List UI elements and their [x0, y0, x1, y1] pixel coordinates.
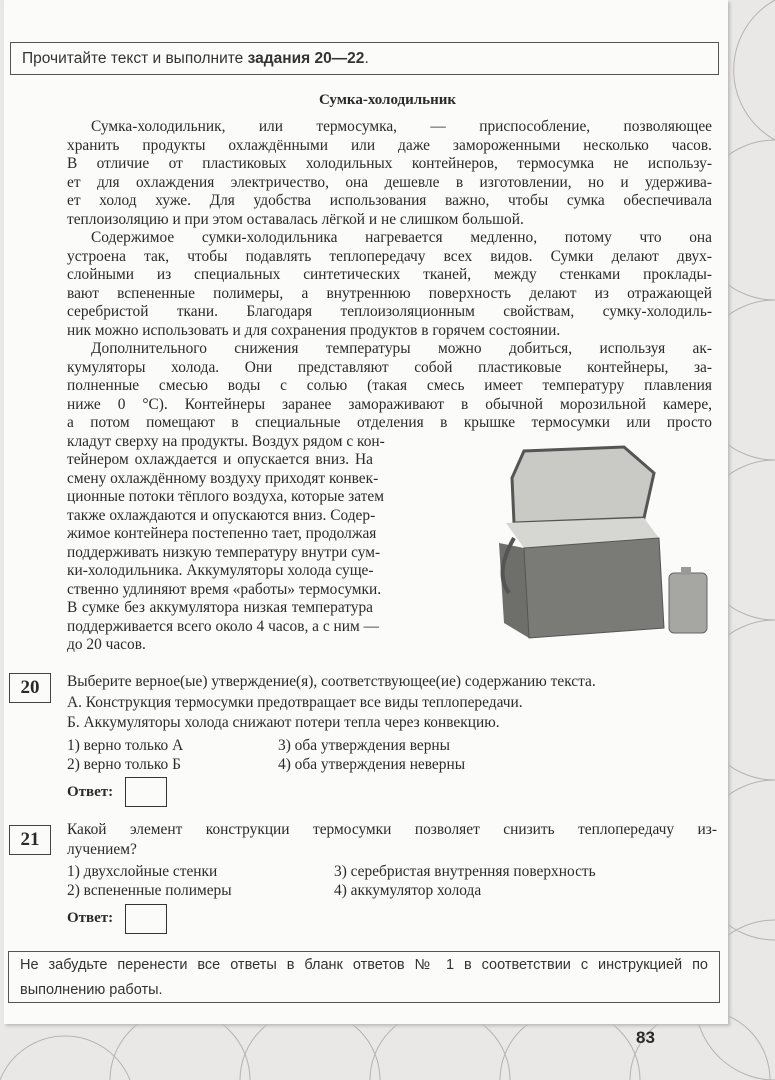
footer-line-1: Не забудьте перенести все ответы в бланк ответов № 1 в соответствии с инструкцией по: [20, 957, 708, 973]
text-line: жимое контейнера постепенно тает, продолжая: [67, 525, 377, 542]
text-line: ниже 0 °С). Контейнеры заранее замораживают в обычной морозильной камере,: [67, 395, 712, 413]
q21-option-3[interactable]: 3) серебристая внутренняя поверхность: [334, 863, 596, 880]
text-line: поддерживать низкую температуру внутри сум-: [67, 543, 381, 561]
footer-line-2: выполнению работы.: [20, 982, 163, 998]
text-line: хранить продукты охлаждёнными или даже замороженными несколько часов.: [67, 136, 712, 154]
q20-option-3[interactable]: 3) оба утверждения верны: [278, 737, 450, 754]
header-bold: задания 20—22: [247, 50, 365, 67]
text-line: смену охлаждённому воздуху приходят конвек-: [67, 469, 379, 487]
q20-option-1[interactable]: 1) верно только А: [67, 737, 184, 754]
text-line: кладут сверху на продукты. Воздух рядом с кон-: [67, 432, 385, 450]
text-line: устроена так, чтобы подавлять теплопередачу всех видов. Сумки делают двух-: [67, 247, 712, 265]
instruction-header: [10, 42, 719, 75]
text-line: В сумке без аккумулятора низкая температура: [67, 599, 373, 616]
text-line: Дополнительного снижения температуры можно добиться, используя ак-: [91, 340, 712, 357]
question-21-text-cont: лучением?: [67, 841, 137, 858]
text-line: Содержимое сумки-холодильника нагревается медленно, потому что она: [91, 229, 712, 246]
text-line: тейнером охлаждается и опускается вниз. На: [67, 451, 373, 468]
text-line: поддерживается всего около 4 часов, а с ним —: [67, 617, 379, 635]
text-line: также охлаждаются и опускаются вниз. Содер-: [67, 506, 376, 524]
answer-box-20[interactable]: [125, 777, 167, 807]
question-21-number: 21: [9, 825, 51, 855]
text-line: Сумка-холодильник, или термосумка, — приспособление, позволяющее: [91, 118, 712, 135]
q20-option-2[interactable]: 2) верно только Б: [67, 756, 181, 773]
text-line: ет холод хуже. Для удобства использования важно, чтобы сумка обеспечивала: [67, 192, 712, 209]
text-line: серебристой ткани. Благодаря теплоизоляционным свойствам, сумку-холодиль-: [67, 303, 712, 320]
answer-label-20: Ответ:: [67, 784, 114, 800]
page-number: 83: [636, 1028, 655, 1047]
question-21-text: Какой элемент конструкции термосумки позволяет снизить теплопередачу из-: [67, 821, 717, 838]
text-line: полненные смесью воды с солью (такая смесь имеет температуру плавления: [67, 377, 712, 394]
q20-option-4[interactable]: 4) оба утверждения неверны: [278, 756, 466, 773]
text-line: ционные потоки тёплого воздуха, которые затем: [67, 488, 384, 505]
statement-b: Б. Аккумуляторы холода снижают потери тепла через конвекцию.: [67, 714, 500, 731]
text-line: кумуляторы холода. Они представляют собой пластиковые контейнеры, за-: [67, 358, 712, 376]
footer-reminder: [8, 951, 720, 1003]
text-line: теплоизоляцию и при этом оставалась лёгкой и не слишком большой.: [67, 210, 524, 228]
text-line: ки-холодильника. Аккумуляторы холода суще-: [67, 562, 374, 579]
text-line: ник можно использовать и для сохранения продуктов в горячем состоянии.: [67, 321, 561, 339]
header-text: Прочитайте текст и выполните: [22, 50, 248, 67]
text-line: до 20 часов.: [67, 636, 146, 653]
answer-box-21[interactable]: [125, 904, 167, 934]
q21-option-1[interactable]: 1) двухслойные стенки: [67, 863, 218, 880]
text-title: Сумка-холодильник: [318, 92, 457, 108]
header-end: .: [364, 50, 369, 67]
text-line: В отличие от пластиковых холодильных контейнеров, термосумка не использу-: [67, 155, 712, 172]
cooler-bag-photo: [484, 443, 716, 643]
question-20-number: 20: [9, 673, 51, 703]
q21-option-4[interactable]: 4) аккумулятор холода: [334, 882, 482, 899]
text-line: ет для охлаждения электричество, она дешевле в изготовлении, но и удержива-: [67, 173, 712, 191]
q21-option-2[interactable]: 2) вспененные полимеры: [67, 882, 232, 899]
answer-label-21: Ответ:: [67, 910, 114, 926]
question-20-text: Выберите верное(ые) утверждение(я), соответствующее(ие) содержанию текста.: [67, 673, 596, 690]
text-line: вают вспененные полимеры, а внутреннюю поверхность делают из отражающей: [67, 284, 712, 302]
text-line: слойными из специальных синтетических тканей, между стенками проклады-: [67, 266, 712, 283]
text-line: ственно удлиняют время «работы» термосумки.: [67, 580, 382, 598]
text-line: а потом помещают в специальные отделения в крышке термосумки или просто: [67, 414, 712, 431]
statement-a: А. Конструкция термосумки предотвращает все виды теплопередачи.: [67, 694, 523, 711]
